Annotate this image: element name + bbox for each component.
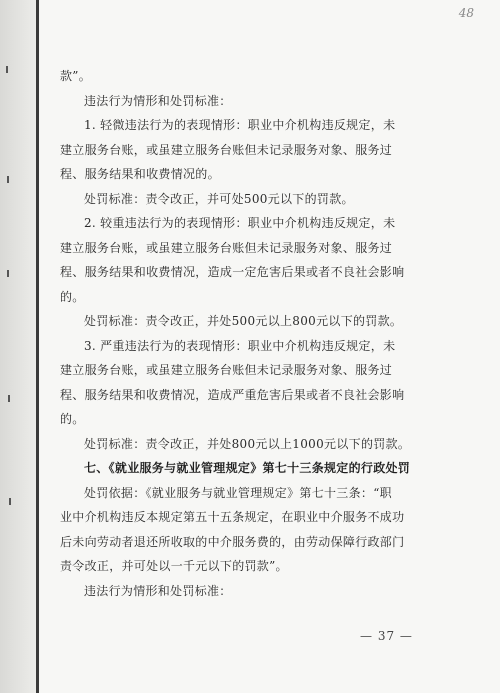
margin-mark — [9, 498, 11, 505]
body-line: 的。 — [60, 412, 85, 426]
section-heading: 七、《就业服务与就业管理规定》第七十三条规定的行政处罚 — [84, 461, 411, 475]
body-line: 业中介机构违反本规定第五十五条规定，在职业中介服务不成功 — [60, 510, 405, 524]
body-line: 1. 轻微违法行为的表现情形：职业中介机构违反规定，未 — [84, 118, 396, 132]
body-line: 处罚标准：责令改正，并可处500元以下的罚款。 — [84, 191, 354, 206]
body-line: 3. 严重违法行为的表现情形：职业中介机构违反规定，未 — [84, 338, 396, 353]
body-line: 2. 较重违法行为的表现情形：职业中介机构违反规定，未 — [84, 216, 396, 230]
body-line: 程、服务结果和收费情况，造成一定危害后果或者不良社会影响 — [60, 265, 405, 279]
body-line: 责令改正，并可处以一千元以下的罚款”。 — [60, 559, 288, 573]
body-line: 建立服务台账，或虽建立服务台账但未记录服务对象、服务过 — [60, 142, 393, 157]
body-line: 建立服务台账，或虽建立服务台账但未记录服务对象、服务过 — [60, 240, 393, 255]
body-line: 处罚标准：责令改正，并处800元以上1000元以下的罚款。 — [84, 436, 411, 451]
page-number: — 37 — — [360, 629, 413, 643]
margin-mark — [8, 395, 10, 402]
body-line: 程、服务结果和收费情况的。 — [60, 167, 220, 181]
corner-page-mark: 48 — [458, 6, 474, 20]
body-line: 后未向劳动者退还所收取的中介服务费的，由劳动保障行政部门 — [60, 534, 405, 549]
binding-shadow — [0, 0, 36, 693]
body-line: 处罚依据：《就业服务与就业管理规定》第七十三条：“职 — [84, 485, 392, 500]
document-body — [60, 64, 435, 603]
body-line: 违法行为情形和处罚标准： — [84, 93, 232, 108]
body-line: 建立服务台账，或虽建立服务台账但未记录服务对象、服务过 — [60, 363, 393, 377]
margin-mark — [6, 66, 8, 73]
binding-edge — [36, 0, 39, 693]
body-line: 处罚标准：责令改正，并处500元以上800元以下的罚款。 — [84, 314, 403, 328]
body-line: 的。 — [60, 289, 85, 304]
margin-mark — [7, 176, 9, 183]
body-line: 程、服务结果和收费情况，造成严重危害后果或者不良社会影响 — [60, 387, 405, 402]
margin-mark — [7, 270, 9, 277]
body-line: 违法行为情形和处罚标准： — [84, 583, 232, 598]
body-line: 款”。 — [60, 69, 92, 83]
